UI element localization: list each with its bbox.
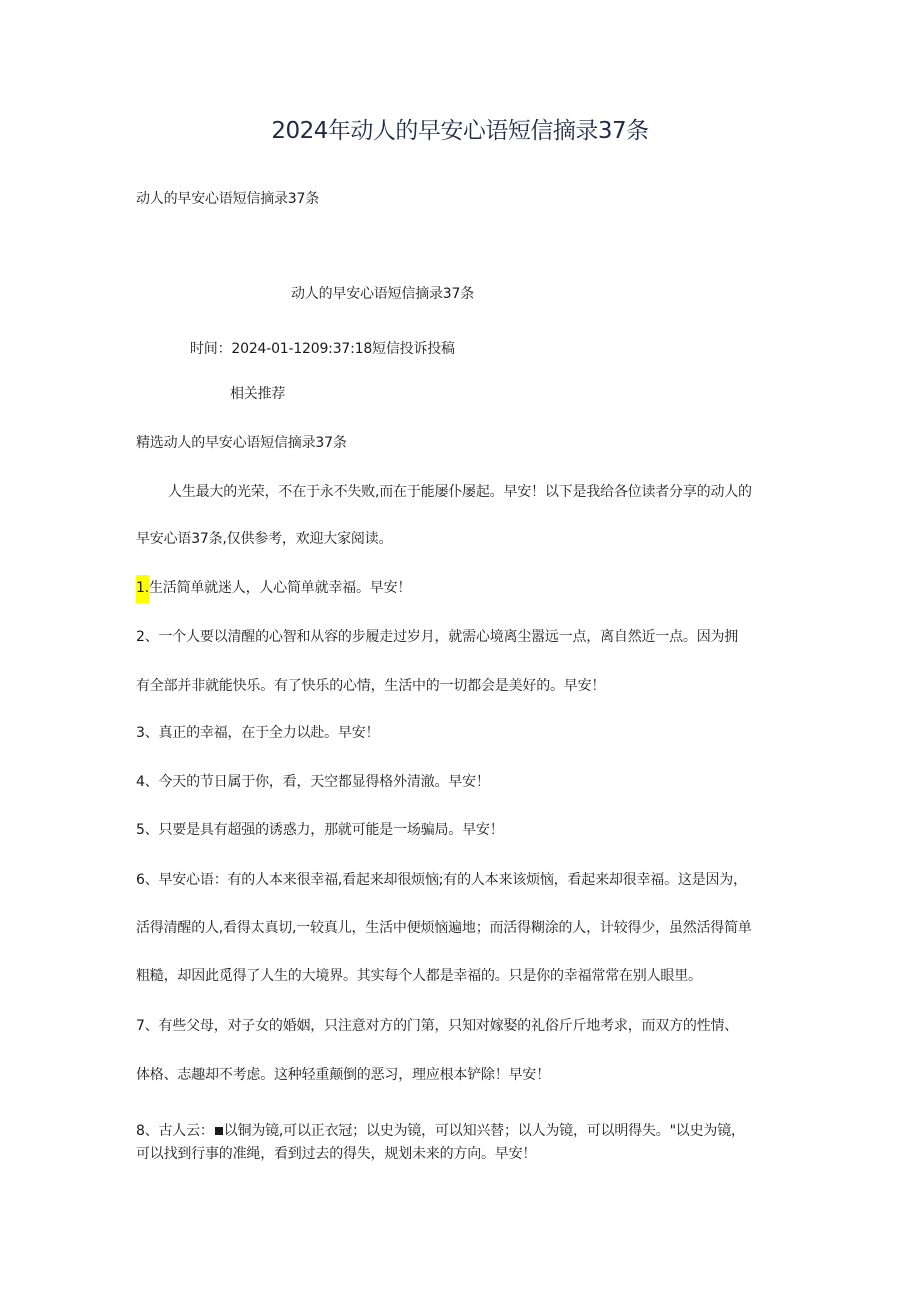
item-2-line-2: 有全部并非就能快乐。有了快乐的心情，生活中的一切都会是美好的。早安！ (136, 678, 606, 694)
section-heading: 精选动人的早安心语短信摘录37条 (136, 435, 347, 451)
item-1-number-highlight: 1. (136, 575, 149, 603)
item-8-text: 以铜为镜,可以正衣冠；以史为镜，可以知兴替；以人为镜，可以明得失。"以史为镜， (223, 1123, 745, 1139)
item-3: 3、真正的幸福，在于全力以赴。早安！ (136, 725, 380, 741)
black-square-icon (215, 1127, 223, 1135)
item-7-line-1: 7、有些父母，对子女的婚姻，只注意对方的门第，只知对嫁娶的礼俗斤斤地考求，而双方的性情、 (136, 1018, 739, 1034)
item-8-prefix: 8、古人云： (136, 1123, 214, 1139)
item-8-line-2: 可以找到行事的准绳，看到过去的得失，规划未来的方向。早安！ (136, 1146, 537, 1162)
item-2-line-1: 2、一个人要以清醒的心智和从容的步履走过岁月，就需心境离尘嚣远一点，离自然近一点。因为拥 (136, 629, 739, 645)
intro-line-1: 人生最大的光荣，不在于永不失败,而在于能屡仆屡起。早安！以下是我给各位读者分享的动人的 (168, 484, 752, 500)
item-6-line-2: 活得清醒的人,看得太真切,一较真儿，生活中便烦恼遍地；而活得糊涂的人，计较得少，虽然活得简单 (136, 920, 752, 936)
subtitle-left: 动人的早安心语短信摘录37条 (136, 191, 320, 207)
intro-line-2: 早安心语37条,仅供参考，欢迎大家阅读。 (136, 531, 393, 547)
document-title: 2024年动人的早安心语短信摘录37条 (271, 118, 649, 144)
item-5: 5、只要是具有超强的诱惑力，那就可能是一场骗局。早安！ (136, 822, 504, 838)
related-label: 相关推荐 (230, 386, 286, 402)
meta-line: 时间：2024-01-1209:37:18短信投诉投稿 (190, 341, 455, 357)
subtitle-center: 动人的早安心语短信摘录37条 (291, 286, 475, 302)
item-1 (136, 578, 411, 603)
item-6-line-3: 粗糙，却因此觅得了人生的大境界。其实每个人都是幸福的。只是你的幸福常常在别人眼里。 (136, 968, 702, 984)
item-1-text: 生活简单就迷人，人心简单就幸福。早安！ (148, 580, 412, 596)
item-6-line-1: 6、早安心语：有的人本来很幸福,看起来却很烦恼;有的人本来该烦恼，看起来却很幸福。这是因为， (136, 872, 747, 888)
item-8-line-1 (136, 1121, 745, 1141)
item-7-line-2: 体格、志趣却不考虑。这种轻重颠倒的恶习，理应根本铲除！早安！ (136, 1067, 550, 1083)
item-4: 4、今天的节日属于你，看，天空都显得格外清澈。早安！ (136, 774, 490, 790)
